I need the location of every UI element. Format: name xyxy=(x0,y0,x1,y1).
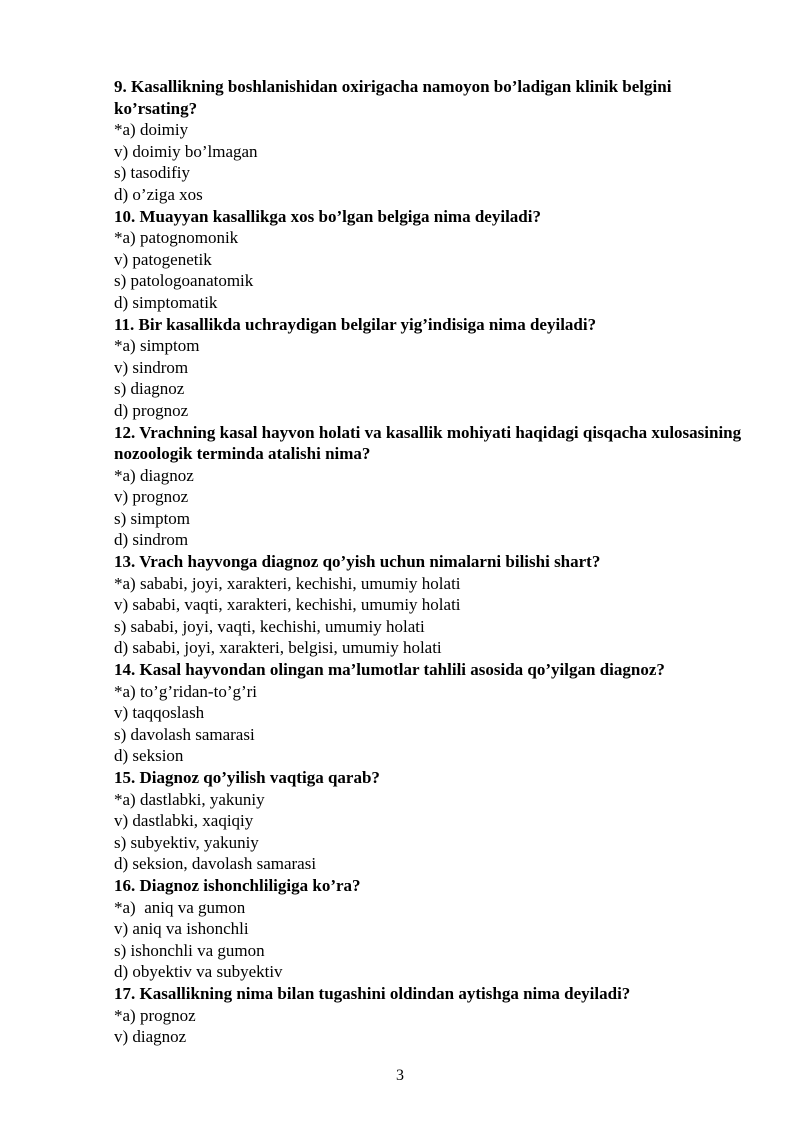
question-block-12 xyxy=(114,422,744,552)
answer-option: s) sababi, joyi, vaqti, kechishi, umumiy holati xyxy=(114,616,425,636)
answer-option: d) o’ziga xos xyxy=(114,184,203,204)
question-text: 17. Kasallikning nima bilan tugashini oldindan aytishga nima deyiladi? xyxy=(114,983,631,1003)
answer-option: *a) simptom xyxy=(114,336,200,356)
answer-option: *a) doimiy xyxy=(114,120,189,140)
question-block-11 xyxy=(114,314,744,422)
answer-option: v) patogenetik xyxy=(114,249,212,269)
answer-option: *a) diagnoz xyxy=(114,465,194,485)
answer-option: d) obyektiv va subyektiv xyxy=(114,962,283,982)
answer-option: v) diagnoz xyxy=(114,1027,187,1047)
answer-option: v) taqqoslash xyxy=(114,703,205,723)
question-block-17 xyxy=(114,983,744,1048)
answer-option: v) sindrom xyxy=(114,357,189,377)
question-text: 14. Kasal hayvondan olingan ma’lumotlar tahlili asosida qo’yilgan diagnoz? xyxy=(114,660,665,680)
answer-option: s) tasodifiy xyxy=(114,163,191,183)
question-block-10 xyxy=(114,206,744,314)
answer-option: v) sababi, vaqti, xarakteri, kechishi, umumiy holati xyxy=(114,595,461,615)
question-block-15 xyxy=(114,767,744,875)
question-list xyxy=(114,76,744,1048)
question-text: 12. Vrachning kasal hayvon holati va kasallik mohiyati haqidagi qisqacha xulosasining nozoologik terminda atalishi nima? xyxy=(114,422,742,464)
question-text: 13. Vrach hayvonga diagnoz qo’yish uchun nimalarni bilishi shart? xyxy=(114,552,601,572)
question-block-14 xyxy=(114,659,744,767)
answer-option: *a) aniq va gumon xyxy=(114,897,246,917)
answer-option: v) dastlabki, xaqiqiy xyxy=(114,811,254,831)
answer-option: *a) patognomonik xyxy=(114,228,239,248)
answer-option: d) sindrom xyxy=(114,530,189,550)
answer-option: d) seksion xyxy=(114,746,184,766)
page-number: 3 xyxy=(396,1067,404,1084)
answer-option: d) seksion, davolash samarasi xyxy=(114,854,317,874)
answer-option: d) sababi, joyi, xarakteri, belgisi, umumiy holati xyxy=(114,638,442,658)
answer-option: v) prognoz xyxy=(114,487,189,507)
answer-option: s) davolash samarasi xyxy=(114,724,255,744)
answer-option: s) ishonchli va gumon xyxy=(114,940,265,960)
question-text: 9. Kasallikning boshlanishidan oxirigacha namoyon bo’ladigan klinik belgini ko’rsating? xyxy=(114,77,672,118)
question-text: 10. Muayyan kasallikga xos bo’lgan belgiga nima deyiladi? xyxy=(114,206,541,226)
answer-option: s) patologoanatomik xyxy=(114,271,254,291)
answer-option: v) aniq va ishonchli xyxy=(114,919,249,939)
answer-option: d) prognoz xyxy=(114,400,189,420)
answer-option: d) simptomatik xyxy=(114,292,218,312)
question-block-9 xyxy=(114,76,744,206)
answer-option: s) subyektiv, yakuniy xyxy=(114,832,259,852)
answer-option: s) diagnoz xyxy=(114,379,185,399)
question-text: 16. Diagnoz ishonchliligiga ko’ra? xyxy=(114,875,361,895)
answer-option: *a) prognoz xyxy=(114,1005,196,1025)
question-text: 11. Bir kasallikda uchraydigan belgilar yig’indisiga nima deyiladi? xyxy=(114,314,597,334)
answer-option: s) simptom xyxy=(114,508,191,528)
answer-option: *a) dastlabki, yakuniy xyxy=(114,789,265,809)
answer-option: v) doimiy bo’lmagan xyxy=(114,141,258,161)
question-block-16 xyxy=(114,875,744,983)
answer-option: *a) sababi, joyi, xarakteri, kechishi, umumiy holati xyxy=(114,573,461,593)
question-text: 15. Diagnoz qo’yilish vaqtiga qarab? xyxy=(114,768,380,787)
answer-option: *a) to’g’ridan-to’g’ri xyxy=(114,681,258,701)
question-block-13 xyxy=(114,551,744,659)
